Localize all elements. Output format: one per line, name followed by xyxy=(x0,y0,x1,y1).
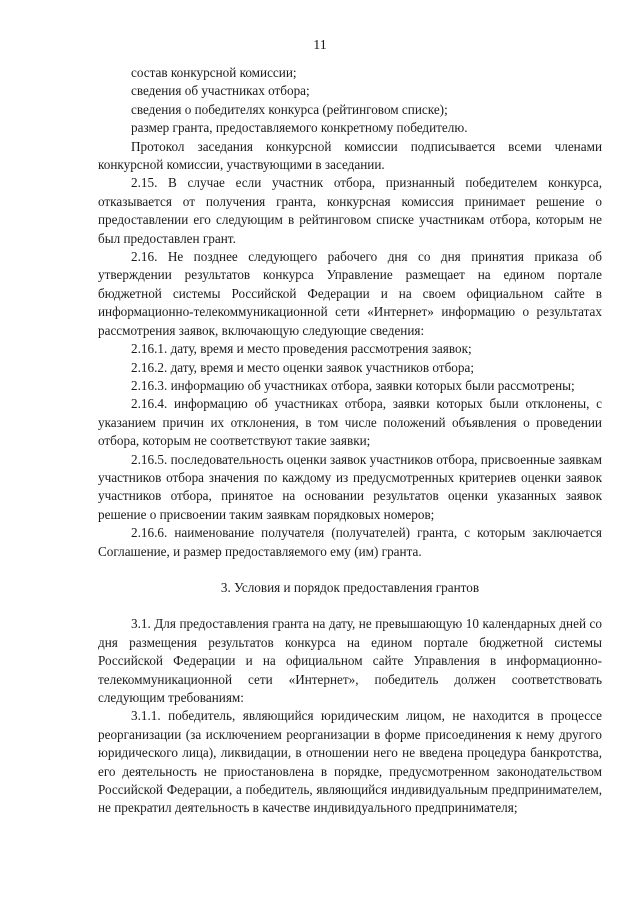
paragraph: 3.1. Для предоставления гранта на дату, не превышающую 10 календарных дней со дня размещения результатов конкурса на едином портале бюджетной системы Российской Федерации и на официальном сайте Управления в информационно-телекоммуникационной сети «Интернет», победитель должен соответствовать следующим требованиям: xyxy=(98,616,602,705)
section-title: 3. Условия и порядок предоставления грантов xyxy=(220,579,480,595)
paragraph: 2.15. В случае если участник отбора, признанный победителем конкурса, отказывается от получения гранта, конкурсная комиссия принимает решение о предоставлении его следующим в рейтинговом списке участникам отбора, которым не был предоставлен грант. xyxy=(98,175,602,246)
paragraph: Протокол заседания конкурсной комиссии подписывается всеми членами конкурсной комиссии, участвующими в заседании. xyxy=(98,138,602,173)
paragraph: 2.16. Не позднее следующего рабочего дня со дня принятия приказа об утверждении результатов конкурса Управление размещает на едином портале бюджетной системы Российской Федерации и на своем официальном сайте в информационно-телекоммуникационной сети «Интернет» информацию о результатах рассмотрения заявок, включающую следующие сведения: xyxy=(98,249,602,338)
paragraph: 2.16.6. наименование получателя (получателей) гранта, с которым заключается Соглашение, и размер предоставляемого ему (им) гранта. xyxy=(98,525,602,559)
paragraph: 3.1.1. победитель, являющийся юридическим лицом, не находится в процессе реорганизации (за исключением реорганизации в форме присоединения к нему другого юридического лица), ликвидации, в отношении него не введена процедура банкротства, его деятельность не приостановлена в порядке, предусмотренном законодательством Российской Федерации, а победитель, являющийся индивидуальным предпринимателем, не прекратил деятельность в качестве индивидуального предпринимателя; xyxy=(98,708,602,816)
paragraph: сведения об участниках отбора; xyxy=(131,83,310,99)
paragraph: 2.16.4. информацию об участниках отбора, заявки которых были отклонены, с указанием причин их отклонения, в том числе положений объявления о проведении отбора, которым не соответствуют такие заявки; xyxy=(98,396,602,449)
paragraph: размер гранта, предоставляемого конкретному победителю. xyxy=(131,120,468,136)
paragraph: 2.16.3. информацию об участниках отбора, заявки которых были рассмотрены; xyxy=(131,377,575,393)
document-body xyxy=(98,64,602,818)
page-number: 11 xyxy=(313,38,327,53)
paragraph: 2.16.5. последовательность оценки заявок участников отбора, присвоенные заявкам участников отбора значения по каждому из предусмотренных критериев оценки заявок участников отбора, принятое на основании результатов оценки указанных заявок решение о присвоении таким заявкам порядковых номеров; xyxy=(98,451,602,522)
paragraph: 2.16.1. дату, время и место проведения рассмотрения заявок; xyxy=(131,341,472,357)
paragraph: 2.16.2. дату, время и место оценки заявок участников отбора; xyxy=(131,359,474,375)
paragraph: сведения о победителях конкурса (рейтинговом списке); xyxy=(131,101,448,117)
paragraph: состав конкурсной комиссии; xyxy=(131,65,297,80)
